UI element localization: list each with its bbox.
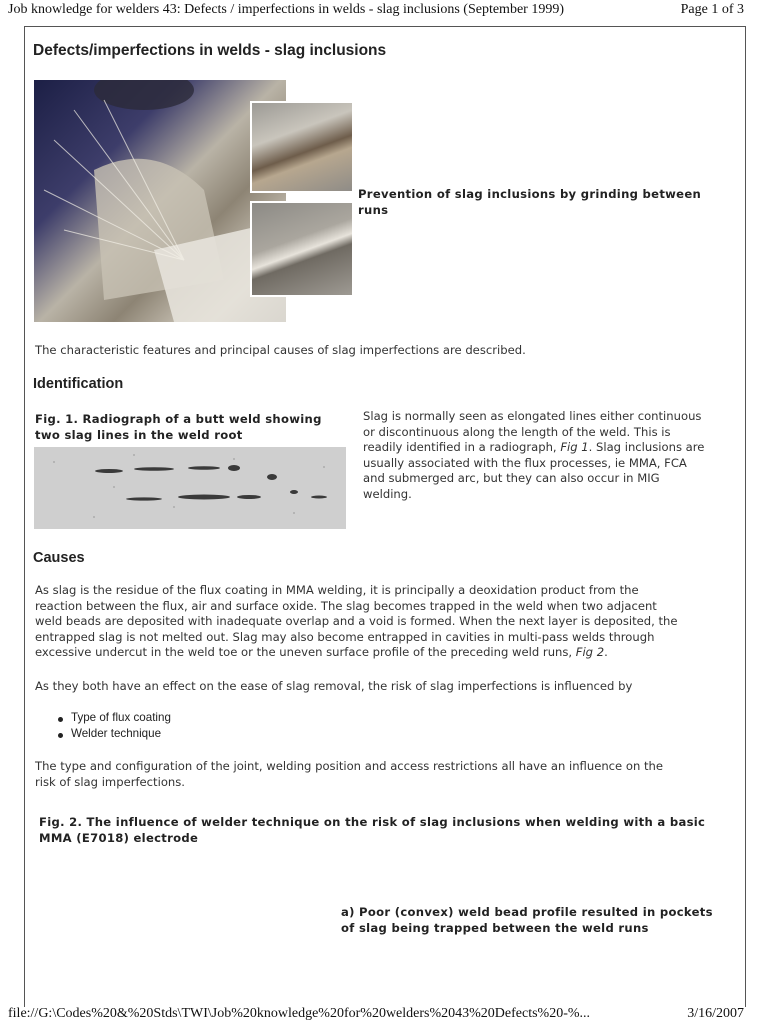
causes-heading: Causes — [33, 550, 85, 566]
radiograph-image — [34, 447, 346, 529]
ground-weld-photo-1 — [250, 101, 354, 193]
intro-text: The characteristic features and principal causes of slag imperfections are described. — [35, 343, 526, 357]
bullet-icon — [58, 733, 63, 738]
print-footer — [0, 1004, 768, 1024]
fig1-caption: Fig. 1. Radiograph of a butt weld showing two slag lines in the weld root — [35, 412, 322, 442]
list-item: Type of flux coating — [35, 711, 171, 727]
print-page-number: Page 1 of 3 — [680, 2, 744, 17]
fig2-reference: Fig 2 — [575, 645, 605, 659]
article-title: Defects/imperfections in welds - slag inclusions — [33, 42, 387, 59]
causes-paragraph-2: As they both have an effect on the ease of slag removal, the risk of slag imperfections is influenced by — [35, 679, 633, 693]
print-footer-date: 3/16/2007 — [687, 1006, 744, 1021]
identification-heading: Identification — [33, 376, 124, 392]
ground-weld-photo-2 — [250, 201, 354, 297]
causes-paragraph-1: As slag is the residue of the flux coating in MMA welding, it is principally a deoxidation product from the reaction between the flux, air and surface oxide. The slag becomes trapped in the weld when two adjacent weld beads are deposited with inadequate overlap and a void is formed. When the next layer is deposited, the entrapped slag is not melted out. Slag may also become entrapped in cavities in multi-pass welds through excessive undercut in the weld toe or the uneven surface profile of the preceding weld runs, Fig 2. — [35, 583, 678, 659]
causes-paragraph-3: The type and configuration of the joint, welding position and access restrictions all have an influence on the risk of slag imperfections. — [35, 759, 664, 789]
hero-caption: Prevention of slag inclusions by grinding between runs — [358, 187, 702, 217]
print-header — [0, 0, 768, 24]
welder-grinding-photo — [34, 80, 286, 322]
identification-text: Slag is normally seen as elongated lines either continuous or discontinuous along the length of the weld. This is readily identified in a radiograph, Fig 1. Slag inclusions are usually associated with the flux processes, ie MMA, FCA and submerged arc, but they can also occur in MIG welding. — [363, 409, 705, 501]
fig1-reference: Fig 1 — [560, 440, 589, 454]
print-footer-url: file://G:\Codes%20&%20Stds\TWI\Job%20knowledge%20for%20welders%2043%20Defects%20-%... — [8, 1006, 591, 1021]
bullet-icon — [58, 717, 63, 722]
list-item: Welder technique — [35, 727, 171, 743]
print-header-title: Job knowledge for welders 43: Defects / imperfections in welds - slag inclusions (September 1999) — [8, 2, 564, 17]
causes-bullet-list — [35, 711, 171, 742]
fig2a-caption: a) Poor (convex) weld bead profile resulted in pockets of slag being trapped between the weld runs — [341, 905, 713, 935]
fig2-caption: Fig. 2. The influence of welder technique on the risk of slag inclusions when welding with a basic MMA (E7018) electrode — [39, 815, 706, 845]
